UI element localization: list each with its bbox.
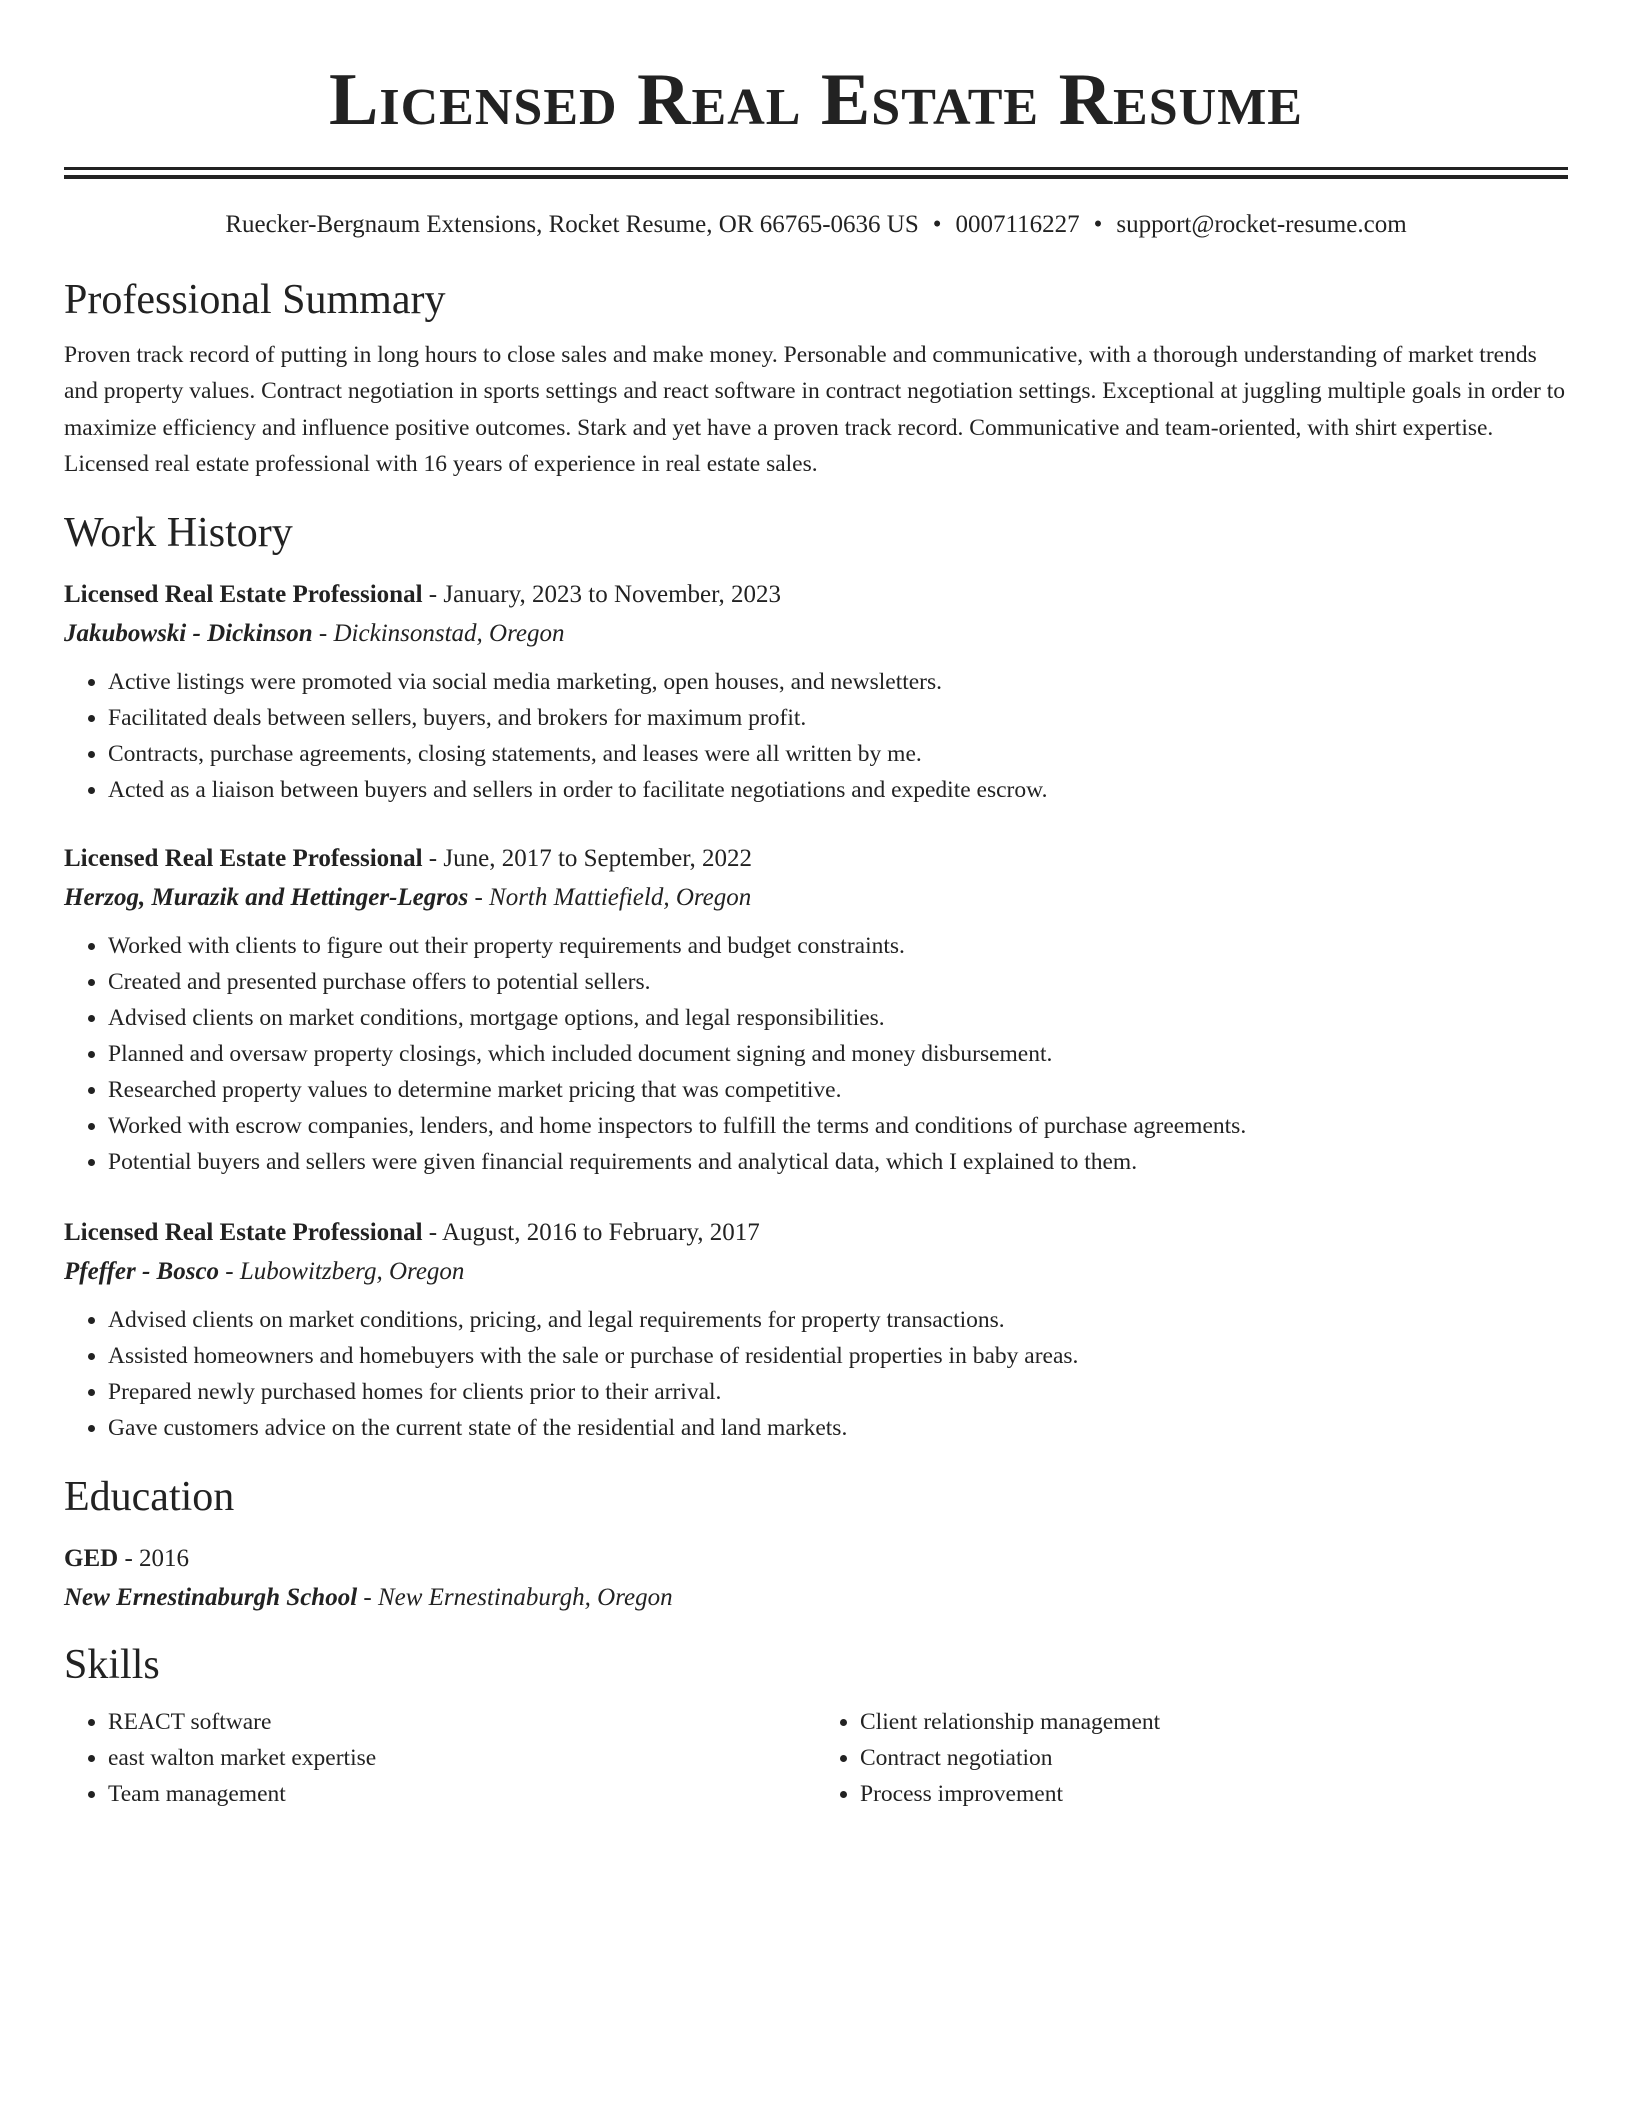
job-company: Herzog, Murazik and Hettinger-Legros [64,884,469,912]
job-bullet: • Active listings were promoted via social media marketing, open houses, and newsletters. [108,664,1568,700]
job-location: Lubowitzberg, Oregon [239,1258,465,1286]
job-bullets [64,928,1568,1180]
job-company-line [64,1252,1568,1292]
divider-line-top [64,167,1568,170]
job-dates: June, 2017 to September, 2022 [443,845,753,873]
job-company-line [64,878,1568,918]
resume-title: Licensed Real Estate Resume [329,59,1303,141]
skills-heading: Skills [64,1642,160,1689]
job-bullet: • Worked with clients to figure out their property requirements and budget constraints. [108,928,1568,964]
divider-line-bottom [64,175,1568,179]
job-entry [64,840,1568,1180]
education-location: New Ernestinaburgh, Oregon [377,1584,673,1612]
job-dates: January, 2023 to November, 2023 [443,581,781,609]
job-title-line [64,1214,1568,1252]
job-location: Dickinsonstad, Oregon [333,620,565,648]
education-entry [64,1540,1568,1618]
skills-right-column [816,1704,1568,1812]
job-entry [64,1214,1568,1446]
contact-line [64,207,1568,243]
contact-separator: • [932,211,942,238]
job-role: Licensed Real Estate Professional [64,1219,423,1247]
job-bullet: • Gave customers advice on the current state of the residential and land markets. [108,1410,1568,1446]
job-company: Pfeffer - Bosco [64,1258,220,1286]
contact-address: Ruecker-Bergnaum Extensions, Rocket Resume, OR 66765-0636 US [225,211,919,238]
job-bullet: • Advised clients on market conditions, pricing, and legal requirements for property transactions. [108,1302,1568,1338]
job-bullet: • Researched property values to determine market pricing that was competitive. [108,1072,1568,1108]
contact-phone: 0007116227 [955,211,1080,238]
title-divider [64,167,1568,179]
job-bullet: • Prepared newly purchased homes for clients prior to their arrival. [108,1374,1568,1410]
skill-item: • Contract negotiation [860,1740,1568,1776]
job-bullet: • Potential buyers and sellers were given financial requirements and analytical data, which I explained to them. [108,1144,1568,1180]
skill-item: • Process improvement [860,1776,1568,1812]
job-location: North Mattiefield, Oregon [489,884,752,912]
education-dash: - [357,1584,378,1612]
job-role: Licensed Real Estate Professional [64,581,423,609]
education-dash: - [118,1545,140,1573]
job-bullet: • Advised clients on market conditions, mortgage options, and legal responsibilities. [108,1000,1568,1036]
job-bullet: • Facilitated deals between sellers, buyers, and brokers for maximum profit. [108,700,1568,736]
job-dash: - [422,845,444,873]
job-bullet: • Assisted homeowners and homebuyers with the sale or purchase of residential properties in baby areas. [108,1338,1568,1374]
job-bullets [64,1302,1568,1446]
job-bullet: • Contracts, purchase agreements, closing statements, and leases were all written by me. [108,736,1568,772]
job-title-line [64,840,1568,878]
work-history-heading: Work History [64,510,293,557]
job-dates: August, 2016 to February, 2017 [442,1219,760,1247]
skill-item: • Team management [108,1776,816,1812]
skills-columns [64,1704,1568,1812]
education-heading: Education [64,1474,235,1521]
skill-item: • east walton market expertise [108,1740,816,1776]
summary-heading: Professional Summary [64,277,446,323]
job-title-line [64,576,1568,614]
job-bullet: • Worked with escrow companies, lenders, and home inspectors to fulfill the terms and conditions of purchase agreements. [108,1108,1568,1144]
summary-text: Proven track record of putting in long hours to close sales and make money. Personable and communicative, with a thorough understanding of market trends and property values. Contract negotiation in sports settings and react software in contract negotiation settings. Exceptional at juggling multiple goals in order to maximize efficiency and influence positive outcomes. Stark and yet have a proven track record. Communicative and team-oriented, with shirt expertise. Licensed real estate professional with 16 years of experience in real estate sales. [64,342,1566,477]
job-bullets [64,664,1568,808]
resume-page [64,0,1568,1812]
education-degree: GED [64,1545,119,1573]
skill-item: • REACT software [108,1704,816,1740]
job-bullet: • Planned and oversaw property closings, which included document signing and money disbursement. [108,1036,1568,1072]
job-dash: - [468,884,490,912]
education-year: 2016 [139,1545,190,1573]
job-dash: - [219,1258,240,1286]
education-school-line [64,1578,1568,1618]
job-entry [64,576,1568,808]
contact-separator: • [1093,211,1103,238]
contact-email[interactable]: support@rocket-resume.com [1116,211,1407,238]
skill-item: • Client relationship management [860,1704,1568,1740]
education-degree-line [64,1540,1568,1578]
education-school: New Ernestinaburgh School [64,1584,358,1612]
job-company-line [64,614,1568,654]
job-dash: - [422,1219,442,1247]
skills-left-column [64,1704,816,1812]
job-dash: - [422,581,444,609]
job-company: Jakubowski - Dickinson [64,620,313,648]
job-role: Licensed Real Estate Professional [64,845,423,873]
job-dash: - [312,620,334,648]
job-bullet: • Created and presented purchase offers to potential sellers. [108,964,1568,1000]
job-bullet: • Acted as a liaison between buyers and sellers in order to facilitate negotiations and expedite escrow. [108,772,1568,808]
